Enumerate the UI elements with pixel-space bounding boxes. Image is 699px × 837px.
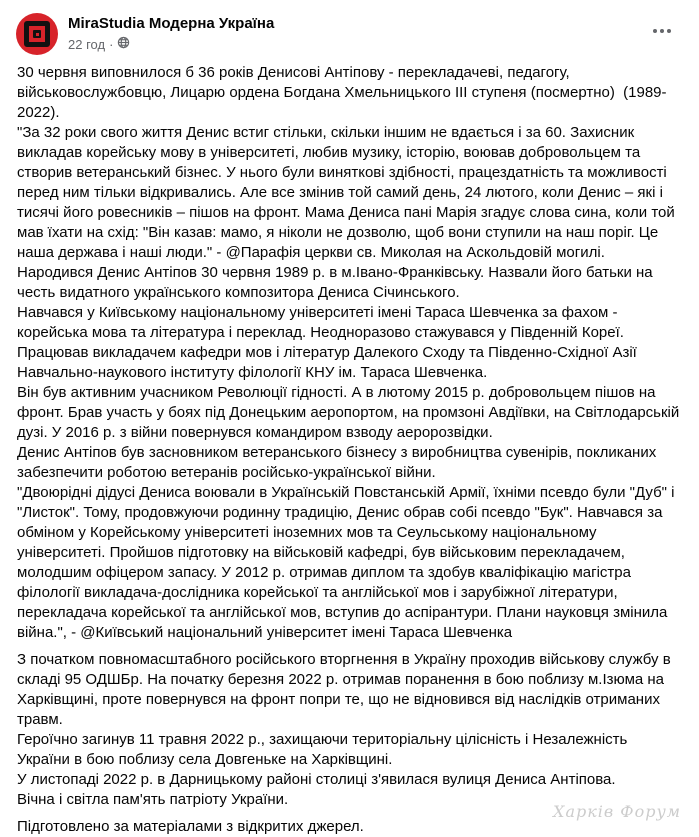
post-paragraph: Вічна і світла пам'ять патріоту України. — [17, 791, 289, 808]
post-paragraph: "Двоюрідні дідусі Дениса воювали в Українській Повстанській Армії, їхніми псевдо були "Дуб" і "Листок". Тому, продовжуючи родинну традицію, Денис обрав собі псевдо "Бук". Навчався за обміном у Корейському університеті іноземних мов та Сеульському національному університеті. Пройшов підготовку на військовій кафедрі, був військовим перекладачем, молодшим офіцером запасу. У 2012 р. отримав диплом та здобув кваліфікацію магістра філології викладача-дослідника корейської та англійської мов і зарубіжної літератури, перекладача корейської та англійської мов, вступив до аспірантури. Плани науковця змінила війна.", - @Київський національний університет імені Тараса Шевченка — [17, 484, 679, 641]
post-meta — [68, 36, 274, 53]
timestamp-link[interactable]: 22 год — [68, 36, 106, 52]
post-paragraph: Денис Антіпов був засновником ветеранського бізнесу з виробництва сувенірів, покликаних забезпечити роботою ветеранів російсько-української війни. — [17, 444, 661, 481]
kharkiv-forum-watermark: Харків Форум — [553, 802, 681, 821]
post-paragraph: 30 червня виповнилося б 36 років Денисові Антіпову - перекладачеві, педагогу, військовослужбовцю, Лицарю ордена Богдана Хмельницького ІІІ ступеня (посмертно) (1989-2022). — [17, 64, 667, 121]
page-avatar[interactable] — [16, 13, 58, 55]
post-paragraph: Народився Денис Антіпов 30 червня 1989 р. в м.Івано-Франківську. Назвали його батьки на честь видатного українського композитора Дениса Січинського. — [17, 264, 657, 301]
post-header — [0, 0, 699, 60]
meta-separator: · — [109, 36, 114, 52]
post-paragraph: "За 32 роки свого життя Денис встиг стільки, скільки іншим не вдається і за 60. Захисник викладав корейську мову в університеті, любив музику, історію, воював добровольцем та створив ветеранський бізнес. У нього були виняткові здібності, працездатність та можливості перед ним тільки відкривались. Але все змінив той самий день, 24 лютого, коли Денис – які і тисячі його ровесників – пішов на фронт. Мама Дениса пані Марія згадує слова сина, коли той мав їхати на схід: "Він казав: мамо, я ніколи не дозволю, щоб вони ступили на наш поріг. Це наша держава і наші люди." - @Парафія церкви св. Миколая на Аскольдовій могилі. — [17, 124, 679, 261]
more-options-button[interactable] — [647, 23, 677, 39]
post-paragraph: Він був активним учасником Революції гідності. А в лютому 2015 р. добровольцем пішов на фронт. Брав участь у боях під Донецьким аеропортом, на промзоні Авдіївки, на Світлодарській дузі. У 2016 р. з війни повернувся командиром взводу аеророзвідки. — [17, 384, 684, 441]
post-body — [0, 60, 699, 837]
post-paragraph: З початком повномасштабного російського вторгнення в Україну проходив військову службу в складі 95 ОДШБр. На початку березня 2022 р. отримав поранення в бою поблизу м.Ізюма на Харківщині, проте повернувся на фронт попри те, що не відновився від наслідків отриманих травм. — [17, 651, 675, 728]
post-paragraph: У листопаді 2022 р. в Дарницькому районі столиці з'явилася вулиця Дениса Антіпова. — [17, 771, 616, 788]
post-paragraph: Героїчно загинув 11 травня 2022 р., захищаючи територіальну цілісність і Незалежність України в бою поблизу села Довгеньке на Харківщині. — [17, 731, 632, 768]
post-paragraph: Навчався у Київському національному університеті імені Тараса Шевченка за фахом - корейська мова та література і переклад. Неодноразово стажувався у Південній Кореї. Працював викладачем кафедри мов і літератур Далекого Сходу та Південно-Східної Азії Навчально-наукового інституту філології КНУ ім. Тараса Шевченка. — [17, 304, 642, 381]
post-paragraph: Підготовлено за матеріалами з відкритих джерел. — [17, 818, 364, 835]
header-info — [68, 13, 274, 53]
ellipsis-icon — [653, 29, 657, 33]
mirastudia-logo-icon — [24, 21, 50, 47]
globe-icon — [117, 36, 130, 53]
page-name-link[interactable]: MiraStudia Модерна Україна — [68, 15, 275, 32]
